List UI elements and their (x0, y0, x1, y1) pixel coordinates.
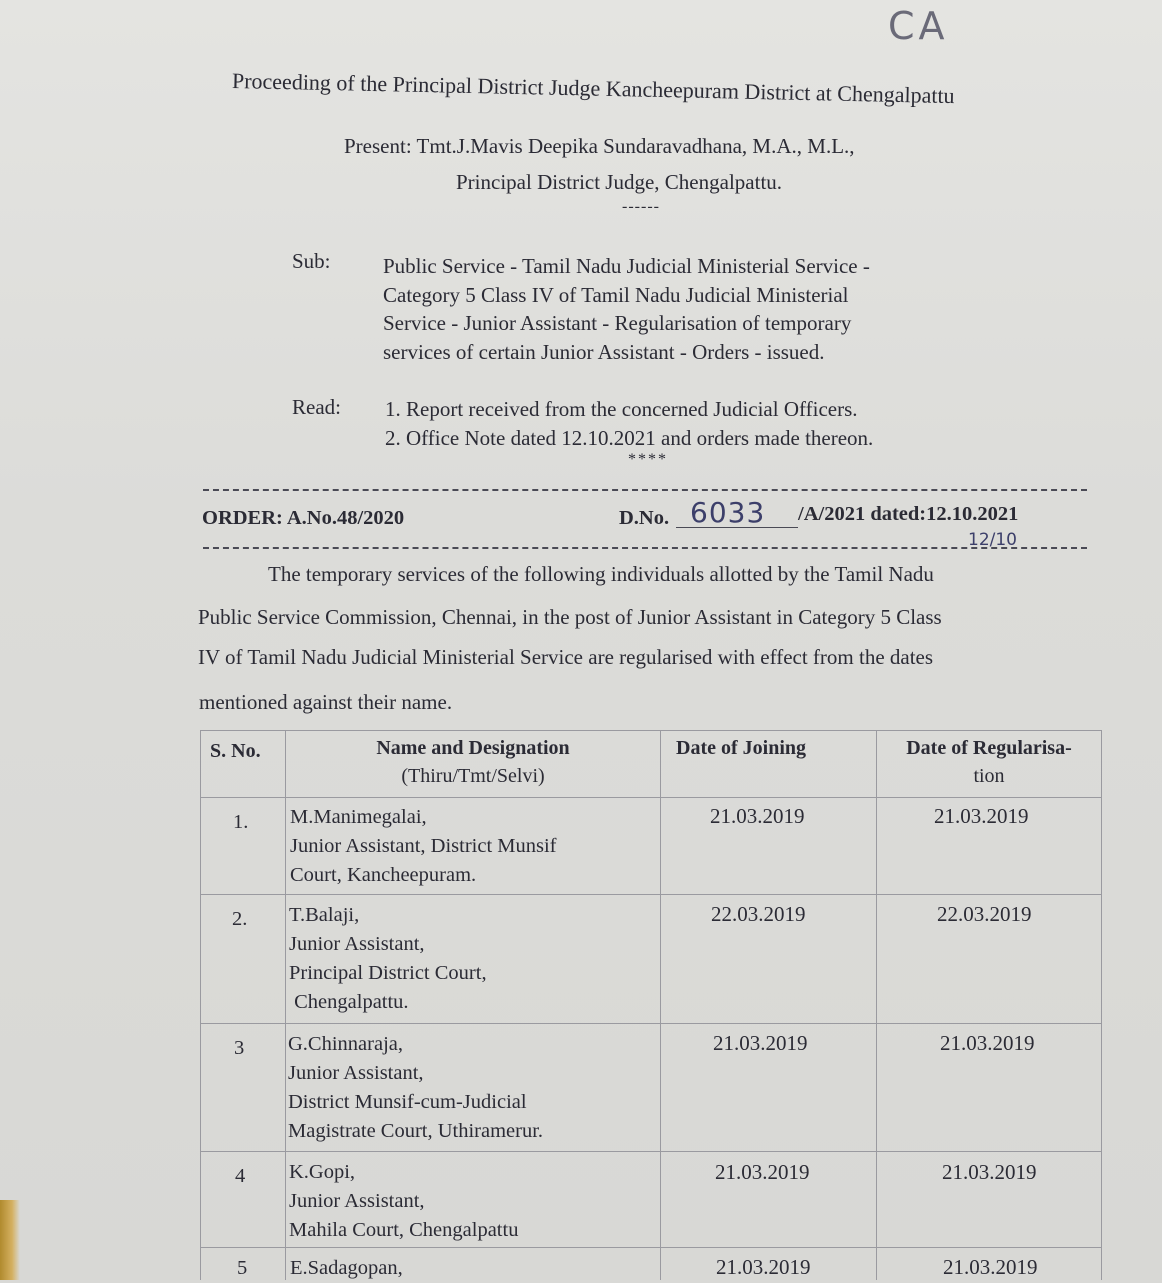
header-regular-line: Date of Regularisa- (906, 737, 1072, 759)
row-regularisation-date: 21.03.2019 (943, 1255, 1038, 1279)
row-line: Principal District Court, (289, 962, 487, 984)
row-line: T.Balaji, (289, 904, 360, 926)
handwritten-mark: CA (888, 4, 949, 48)
read-item: 2. Office Note dated 12.10.2021 and orders made thereon. (385, 425, 874, 450)
row-line: G.Chinnaraja, (288, 1033, 403, 1055)
subject-line: Service - Junior Assistant - Regularisation of temporary (383, 311, 852, 335)
body-line: Public Service Commission, Chennai, in the post of Junior Assistant in Category 5 Class (198, 605, 942, 629)
present-line-2: Principal District Judge, Chengalpattu. (456, 170, 783, 194)
row-name-designation (290, 1254, 403, 1283)
header-sno: S. No. (210, 740, 261, 762)
table-border (1101, 730, 1102, 1280)
dno-initials: 12/10 (968, 530, 1017, 550)
table-border (285, 730, 286, 1280)
row-joining-date: 22.03.2019 (711, 902, 806, 926)
row-sno: 1. (233, 811, 249, 833)
row-regularisation-date: 21.03.2019 (934, 804, 1029, 828)
table-border (200, 1023, 1102, 1024)
body-line: The temporary services of the following individuals allotted by the Tamil Nadu (268, 562, 934, 586)
row-joining-date: 21.03.2019 (713, 1031, 808, 1055)
row-line: Magistrate Court, Uthiramerur. (288, 1120, 544, 1142)
row-line: Junior Assistant, (289, 933, 425, 955)
table-border (200, 797, 1102, 798)
body-line: mentioned against their name. (199, 690, 453, 714)
row-line: Junior Assistant, District Munsif (290, 835, 557, 857)
header-joining: Date of Joining (676, 737, 806, 759)
row-regularisation-date: 22.03.2019 (937, 902, 1032, 926)
header-regular-line: tion (973, 765, 1005, 787)
read-label: Read: (292, 395, 341, 419)
row-sno: 3 (234, 1037, 245, 1059)
row-joining-date: 21.03.2019 (710, 804, 805, 828)
dno-prefix: D.No. (619, 507, 670, 529)
row-name-designation (289, 1158, 518, 1245)
row-joining-date: 21.03.2019 (715, 1160, 810, 1184)
document-heading: Proceeding of the Principal District Judge Kancheepuram District at Chengalpattu (231, 68, 955, 109)
present-line-1: Present: Tmt.J.Mavis Deepika Sundaravadhana, M.A., M.L., (344, 134, 855, 158)
row-joining-date: 21.03.2019 (716, 1255, 811, 1279)
header-name (286, 734, 660, 790)
read-item: 1. Report received from the concerned Judicial Officers. (385, 397, 858, 421)
row-sno: 4 (235, 1165, 246, 1187)
row-regularisation-date: 21.03.2019 (940, 1031, 1035, 1055)
row-sno: 2. (232, 908, 248, 930)
dno-handwritten: 6033 (690, 496, 766, 529)
row-line: M.Manimegalai, (290, 806, 427, 828)
header-name-line: Name and Designation (376, 737, 570, 759)
dashed-rule-top (203, 489, 1087, 491)
row-sno: 5 (237, 1257, 248, 1279)
table-border (200, 894, 1102, 895)
order-number: ORDER: A.No.48/2020 (202, 507, 405, 529)
table-border (200, 730, 201, 1280)
read-list (385, 395, 873, 452)
present-separator: ------ (622, 198, 660, 215)
read-separator: **** (628, 451, 668, 468)
row-regularisation-date: 21.03.2019 (942, 1160, 1037, 1184)
subject-text (383, 252, 870, 366)
row-line: Mahila Court, Chengalpattu (289, 1219, 519, 1241)
row-line: Court, Kancheepuram. (290, 864, 477, 886)
row-line: Junior Assistant, (288, 1062, 424, 1084)
row-name-designation (288, 1030, 543, 1146)
header-name-line: (Thiru/Tmt/Selvi) (401, 765, 545, 787)
subject-line: Public Service - Tamil Nadu Judicial Ministerial Service - (383, 254, 870, 278)
row-line: Junior Assistant, (289, 1190, 425, 1212)
subject-line: services of certain Junior Assistant - Orders - issued. (383, 339, 825, 364)
dno-suffix: /A/2021 dated:12.10.2021 (798, 503, 1019, 525)
subject-line: Category 5 Class IV of Tamil Nadu Judicial Ministerial (383, 282, 849, 307)
header-regularisation (877, 734, 1101, 790)
row-line: E.Sadagopan, (290, 1257, 403, 1279)
table-border (200, 1247, 1102, 1248)
subject-label: Sub: (292, 249, 331, 273)
body-line: IV of Tamil Nadu Judicial Ministerial Service are regularised with effect from the dates (198, 645, 934, 669)
row-line: K.Gopi, (289, 1161, 356, 1183)
row-line: District Munsif-cum-Judicial (288, 1091, 527, 1113)
table-border (200, 730, 1102, 731)
table-border (200, 1151, 1102, 1152)
row-line: Chengalpattu. (289, 991, 409, 1013)
row-name-designation (290, 803, 557, 890)
page-edge-shadow (0, 1200, 20, 1280)
table-border (876, 730, 877, 1280)
dashed-rule-bottom (203, 547, 1087, 549)
table-border (660, 730, 661, 1280)
row-name-designation (289, 901, 487, 1017)
